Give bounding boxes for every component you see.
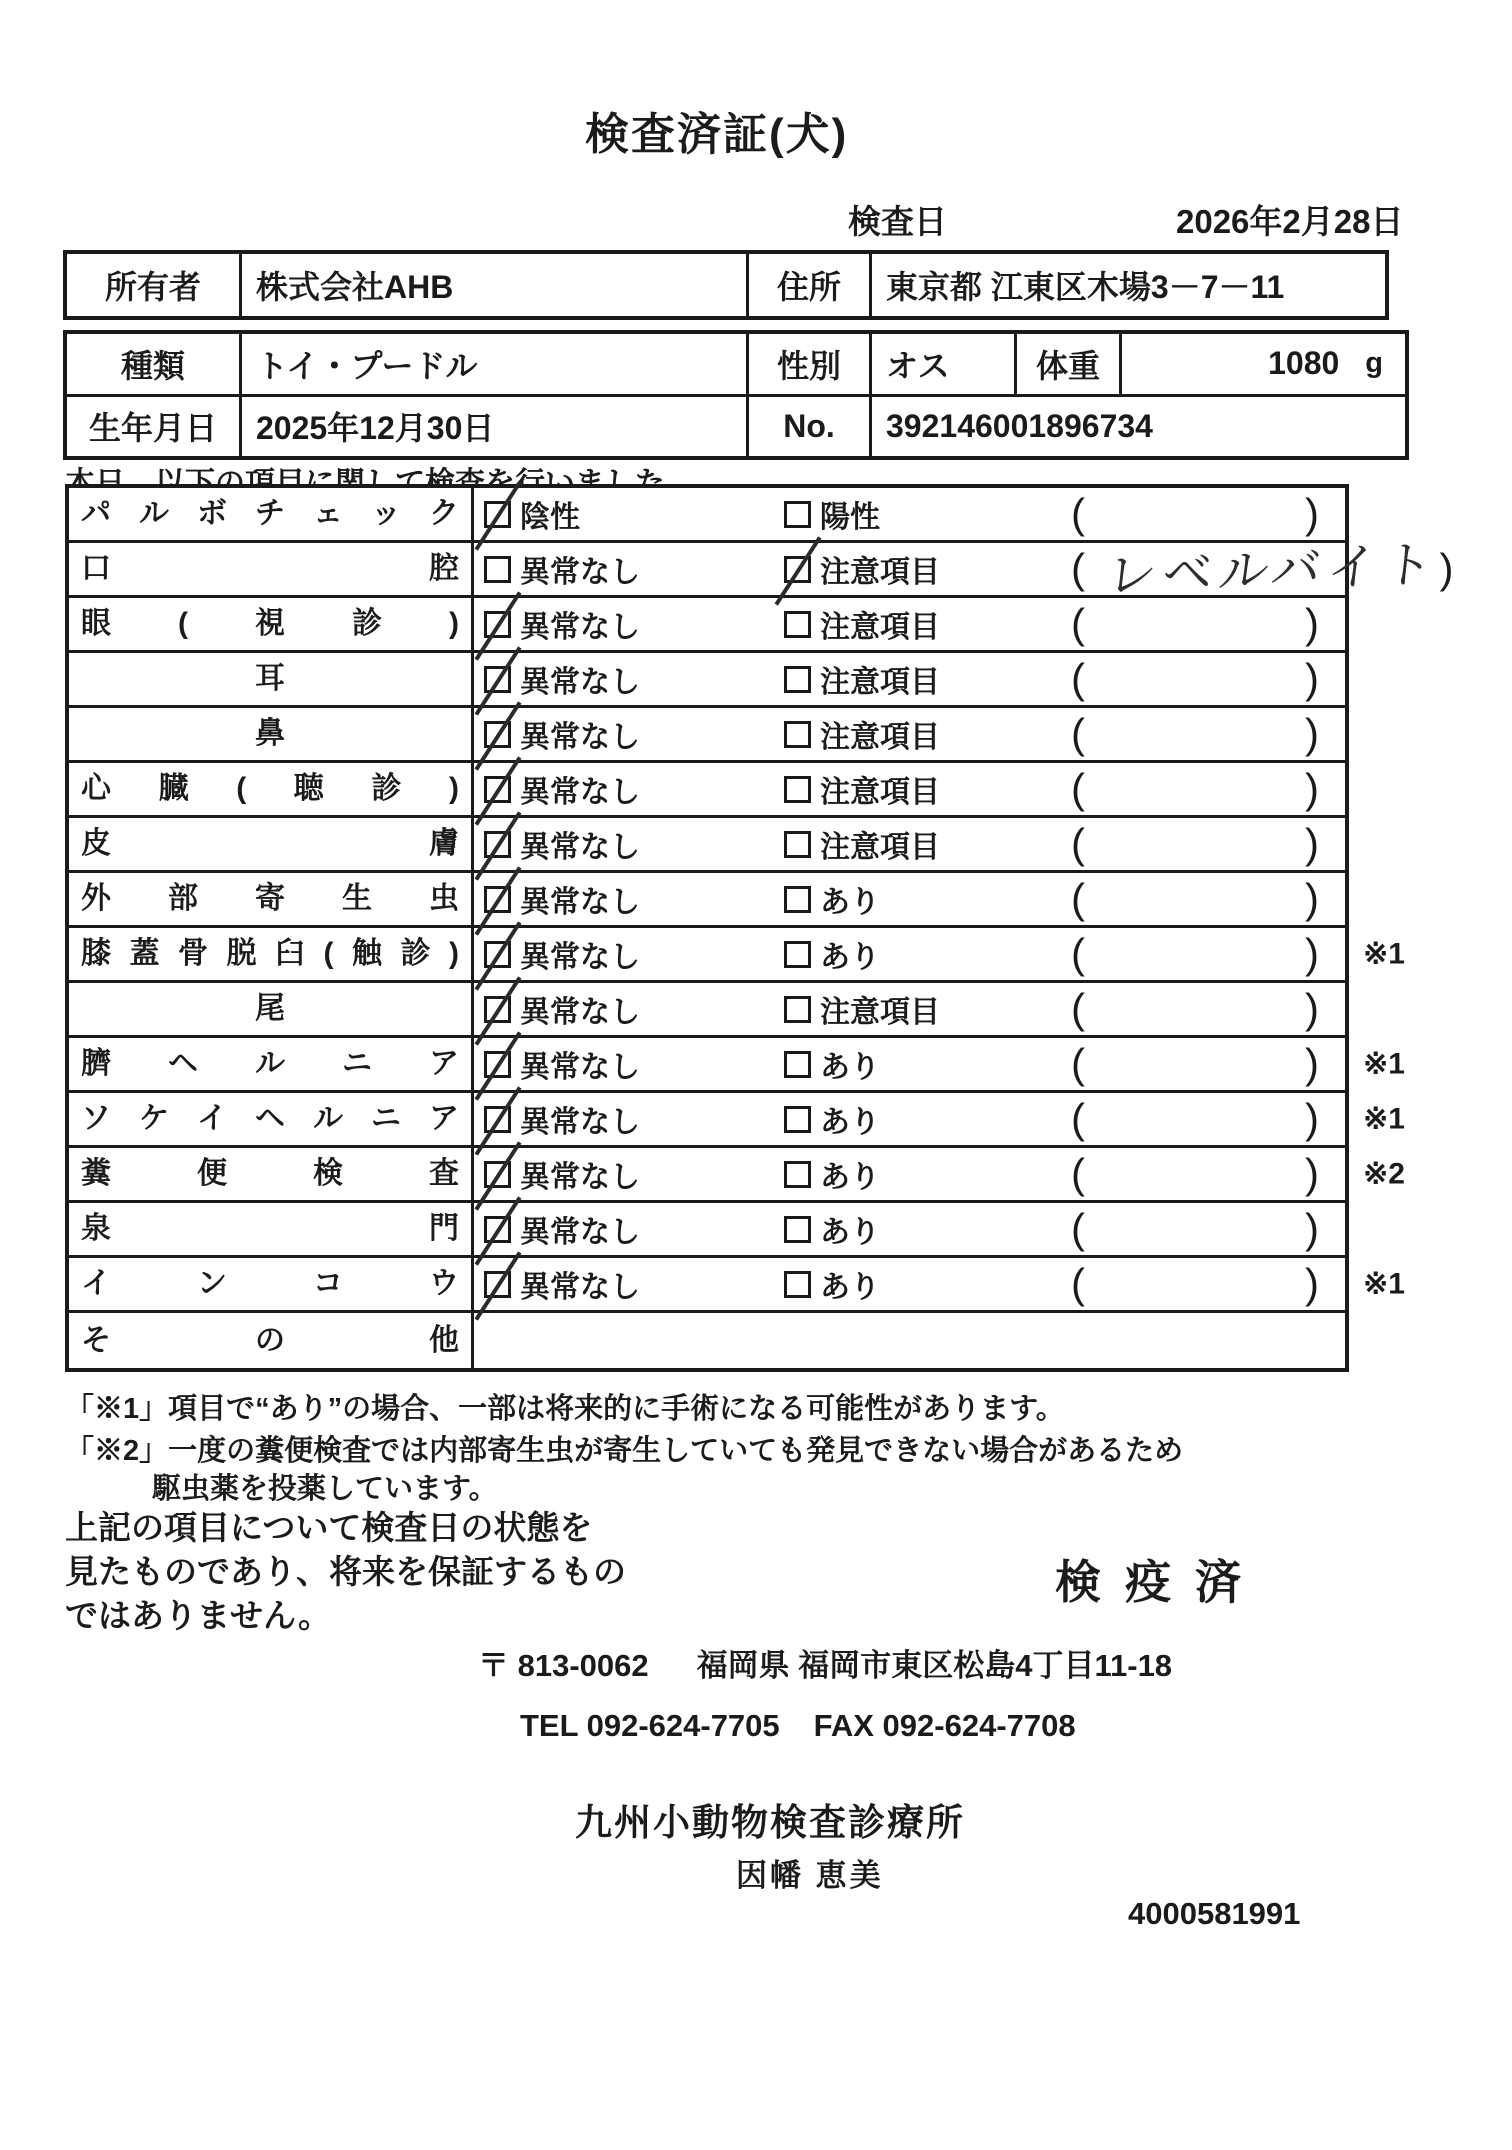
row-label: 皮 膚 (81, 827, 459, 860)
disclaimer-line-2: 見たものであり、将来を保証するもの (65, 1553, 626, 1590)
checklist-row (69, 873, 1345, 928)
option-1 (484, 1097, 784, 1141)
serial-number: 4000581991 (1128, 1896, 1301, 1931)
note-area (1085, 882, 1305, 916)
option-label: 異常なし (520, 941, 640, 974)
footnote-mark: ※1 (1363, 937, 1405, 971)
option-1 (484, 1042, 784, 1086)
sex-value: オス (872, 334, 1017, 394)
checkbox (484, 776, 511, 803)
checkbox (784, 556, 811, 583)
close-paren: ) (1305, 1095, 1319, 1142)
footnote-mark: ※1 (1363, 1267, 1405, 1301)
option-label: あり (820, 1106, 880, 1139)
option-2 (784, 547, 1071, 591)
quarantine-stamp: 検疫済 (1055, 1556, 1265, 1608)
checkbox (484, 666, 511, 693)
option-2 (784, 1262, 1071, 1306)
checklist-row (69, 1313, 1345, 1368)
open-paren: ( (1071, 985, 1085, 1032)
close-paren: ) (1305, 875, 1319, 922)
birthdate-label: 生年月日 (67, 397, 242, 457)
checklist-table (65, 484, 1454, 1372)
checkbox (784, 501, 811, 528)
option-label: あり (820, 1051, 880, 1084)
option-label: 異常なし (520, 996, 640, 1029)
row-label: 外 部 寄 生 虫 (81, 882, 459, 915)
note-area (1085, 1212, 1305, 1246)
postal-code: 〒 813-0062 (478, 1648, 649, 1683)
option-1 (484, 1207, 784, 1251)
row-label: 尾 (255, 992, 285, 1025)
note-area (1085, 497, 1305, 531)
clinic-name: 九州小動物検査診療所 (575, 1802, 965, 1843)
checkbox (484, 1216, 511, 1243)
option-2 (784, 492, 1071, 536)
checkbox (484, 611, 511, 638)
page-title: 検査済証(犬) (585, 110, 849, 159)
option-label: 異常なし (520, 831, 640, 864)
open-paren: ( (1071, 1095, 1085, 1142)
open-paren: ( (1071, 1260, 1085, 1307)
checkbox (484, 1051, 511, 1078)
row-label: そ の 他 (81, 1323, 459, 1357)
close-paren: ) (1439, 545, 1454, 592)
no-value: 392146001896734 (886, 407, 1153, 444)
open-paren: ( (1071, 490, 1085, 537)
option-label: 異常なし (520, 556, 640, 589)
checkbox (484, 1106, 511, 1133)
clinic-fax: FAX 092-624-7708 (813, 1708, 1076, 1743)
row-label: 鼻 (255, 717, 285, 750)
owner-address-value: 東京都 江東区木場3－7－11 (886, 269, 1285, 305)
option-label: 注意項目 (820, 721, 940, 754)
note-area (1085, 717, 1305, 751)
option-label: あり (820, 1216, 880, 1249)
footnote-mark: ※2 (1363, 1157, 1405, 1191)
option-2 (784, 602, 1071, 646)
option-1 (484, 877, 784, 921)
open-paren: ( (1071, 545, 1085, 592)
close-paren: ) (1305, 600, 1319, 647)
option-2 (784, 987, 1071, 1031)
option-1 (484, 602, 784, 646)
disclaimer (65, 1506, 626, 1638)
open-paren: ( (1071, 765, 1085, 812)
footnote-mark: ※1 (1363, 1102, 1405, 1136)
row-label: 耳 (255, 662, 285, 695)
clinic-tel-line (520, 1708, 1076, 1744)
footnote-2-cont: 駆虫薬を投薬しています。 (152, 1473, 498, 1505)
option-1 (484, 932, 784, 976)
checklist-row (69, 983, 1345, 1038)
checkbox (784, 1051, 811, 1078)
checklist-row (69, 708, 1345, 763)
close-paren: ) (1305, 1205, 1319, 1252)
option-1 (484, 712, 784, 756)
checkbox (784, 1161, 811, 1188)
checklist-row (69, 763, 1345, 818)
weight-unit: g (1365, 347, 1383, 380)
option-2 (784, 1042, 1071, 1086)
note-area (1085, 607, 1305, 641)
weight-cell (1122, 334, 1405, 394)
checkbox (784, 611, 811, 638)
open-paren: ( (1071, 820, 1085, 867)
open-paren: ( (1071, 1150, 1085, 1197)
option-label: あり (820, 886, 880, 919)
close-paren: ) (1305, 710, 1319, 757)
open-paren: ( (1071, 875, 1085, 922)
option-2 (784, 1152, 1071, 1196)
note-area (1085, 662, 1305, 696)
checkbox (484, 996, 511, 1023)
checkbox (784, 831, 811, 858)
checkbox (784, 1106, 811, 1133)
checkbox (784, 886, 811, 913)
option-label: 注意項目 (820, 776, 940, 809)
row-label: 臍 ヘ ル ニ ア (81, 1047, 459, 1080)
handwritten-note: レベルバイト (1103, 536, 1442, 604)
weight-label: 体重 (1017, 334, 1122, 394)
close-paren: ) (1305, 820, 1319, 867)
option-label: 注意項目 (820, 611, 940, 644)
option-2 (784, 1207, 1071, 1251)
row-label: パ ル ボ チ ェ ッ ク (81, 497, 459, 530)
close-paren: ) (1305, 490, 1319, 537)
no-label: No. (749, 397, 872, 457)
option-2 (784, 932, 1071, 976)
checkbox (484, 1271, 511, 1298)
checkbox (484, 831, 511, 858)
owner-address-label: 住所 (749, 254, 872, 316)
checkbox (784, 1216, 811, 1243)
checklist-row (69, 1148, 1405, 1203)
checkbox (784, 721, 811, 748)
close-paren: ) (1305, 765, 1319, 812)
option-1 (484, 1152, 784, 1196)
row-label: 泉 門 (81, 1212, 459, 1245)
clinic-postal-line (478, 1640, 1172, 1685)
option-1 (484, 1262, 784, 1306)
option-label: 異常なし (520, 886, 640, 919)
close-paren: ) (1305, 1150, 1319, 1197)
option-label: 異常なし (520, 721, 640, 754)
disclaimer-line-1: 上記の項目について検査日の状態を (65, 1509, 593, 1546)
option-2 (784, 657, 1071, 701)
row-label: 糞 便 検 査 (81, 1157, 459, 1190)
option-2 (784, 822, 1071, 866)
owner-label: 所有者 (67, 254, 242, 316)
option-2 (784, 767, 1071, 811)
sex-label: 性別 (749, 334, 872, 394)
inspection-date-label: 検査日 (848, 203, 947, 240)
open-paren: ( (1071, 1205, 1085, 1252)
clinic-person: 因幡 恵美 (736, 1858, 884, 1893)
checklist-row (69, 928, 1405, 983)
footnote-2: 「※2」一度の糞便検査では内部寄生虫が寄生していても発見できない場合があるため (65, 1435, 1184, 1467)
option-1 (484, 822, 784, 866)
option-label: 異常なし (520, 611, 640, 644)
option-1 (484, 987, 784, 1031)
note-area (1085, 992, 1305, 1026)
checkbox (784, 996, 811, 1023)
note-area (1085, 827, 1305, 861)
note-area (1085, 1047, 1305, 1081)
option-1 (484, 547, 784, 591)
footnote-mark: ※1 (1363, 1047, 1405, 1081)
option-label: 注意項目 (820, 556, 940, 589)
inspection-date-value: 2026年2月28日 (1176, 203, 1404, 240)
note-area (1085, 1267, 1305, 1301)
row-label: 口 腔 (81, 552, 459, 585)
disclaimer-line-3: ではありません。 (65, 1597, 331, 1634)
open-paren: ( (1071, 1040, 1085, 1087)
close-paren: ) (1305, 1040, 1319, 1087)
option-label: 陰性 (520, 501, 580, 534)
row-label: 膝 蓋 骨 脱 臼 ( 触 診 ) (81, 937, 459, 970)
option-label: 異常なし (520, 666, 640, 699)
checkbox (784, 941, 811, 968)
option-label: あり (820, 1161, 880, 1194)
checklist-row (69, 1038, 1405, 1093)
option-label: 陽性 (820, 501, 880, 534)
option-label: 異常なし (520, 1161, 640, 1194)
close-paren: ) (1305, 655, 1319, 702)
note-area (1085, 772, 1305, 806)
option-2 (784, 1097, 1071, 1141)
option-label: 異常なし (520, 1106, 640, 1139)
option-1 (484, 767, 784, 811)
close-paren: ) (1305, 985, 1319, 1032)
checklist-row (69, 818, 1345, 873)
checklist-row (69, 536, 1454, 604)
note-area (1085, 1102, 1305, 1136)
checkbox (484, 941, 511, 968)
option-1 (484, 492, 784, 536)
checklist-row (69, 1203, 1345, 1258)
owner-value: 株式会社AHB (242, 254, 749, 316)
checklist-row (69, 653, 1345, 708)
option-label: 注意項目 (820, 996, 940, 1029)
checkbox (484, 556, 511, 583)
checkbox (484, 721, 511, 748)
animal-table (63, 330, 1409, 460)
close-paren: ) (1305, 1260, 1319, 1307)
note-area (1085, 1157, 1305, 1191)
close-paren: ) (1305, 930, 1319, 977)
option-label: 異常なし (520, 1216, 640, 1249)
weight-value: 1080 (1268, 345, 1340, 382)
row-label: イ ン コ ウ (81, 1267, 459, 1300)
checkbox (484, 501, 511, 528)
option-label: 注意項目 (820, 666, 940, 699)
breed-value: トイ・プードル (242, 334, 749, 394)
open-paren: ( (1071, 655, 1085, 702)
clinic-address: 福岡県 福岡市東区松島4丁目11-18 (696, 1648, 1173, 1683)
clinic-tel: TEL 092-624-7705 (520, 1708, 780, 1743)
checkbox (784, 776, 811, 803)
checklist-row (69, 1093, 1405, 1148)
open-paren: ( (1071, 930, 1085, 977)
breed-label: 種類 (67, 334, 242, 394)
option-label: 異常なし (520, 776, 640, 809)
open-paren: ( (1071, 710, 1085, 757)
option-2 (784, 877, 1071, 921)
owner-table (63, 250, 1389, 320)
option-label: 異常なし (520, 1051, 640, 1084)
checkbox (484, 1161, 511, 1188)
option-2 (784, 712, 1071, 756)
row-label: 心 臓 ( 聴 診 ) (81, 772, 459, 805)
option-label: 異常なし (520, 1271, 640, 1304)
row-label: ソ ケ イ ヘ ル ニ ア (81, 1102, 459, 1135)
birthdate-value: 2025年12月30日 (242, 397, 749, 457)
row-label: 眼 ( 視 診 ) (81, 607, 459, 640)
checklist-row (69, 1258, 1405, 1313)
checkbox (484, 886, 511, 913)
option-1 (484, 657, 784, 701)
checkbox (784, 1271, 811, 1298)
open-paren: ( (1071, 600, 1085, 647)
option-label: あり (820, 1271, 880, 1304)
checklist-row (69, 598, 1345, 653)
footnote-1: 「※1」項目で“あり”の場合、一部は将来的に手術になる可能性があります。 (65, 1393, 1065, 1425)
checkbox (784, 666, 811, 693)
note-area (1085, 536, 1440, 602)
option-label: 注意項目 (820, 831, 940, 864)
option-label: あり (820, 941, 880, 974)
note-area (1085, 937, 1305, 971)
